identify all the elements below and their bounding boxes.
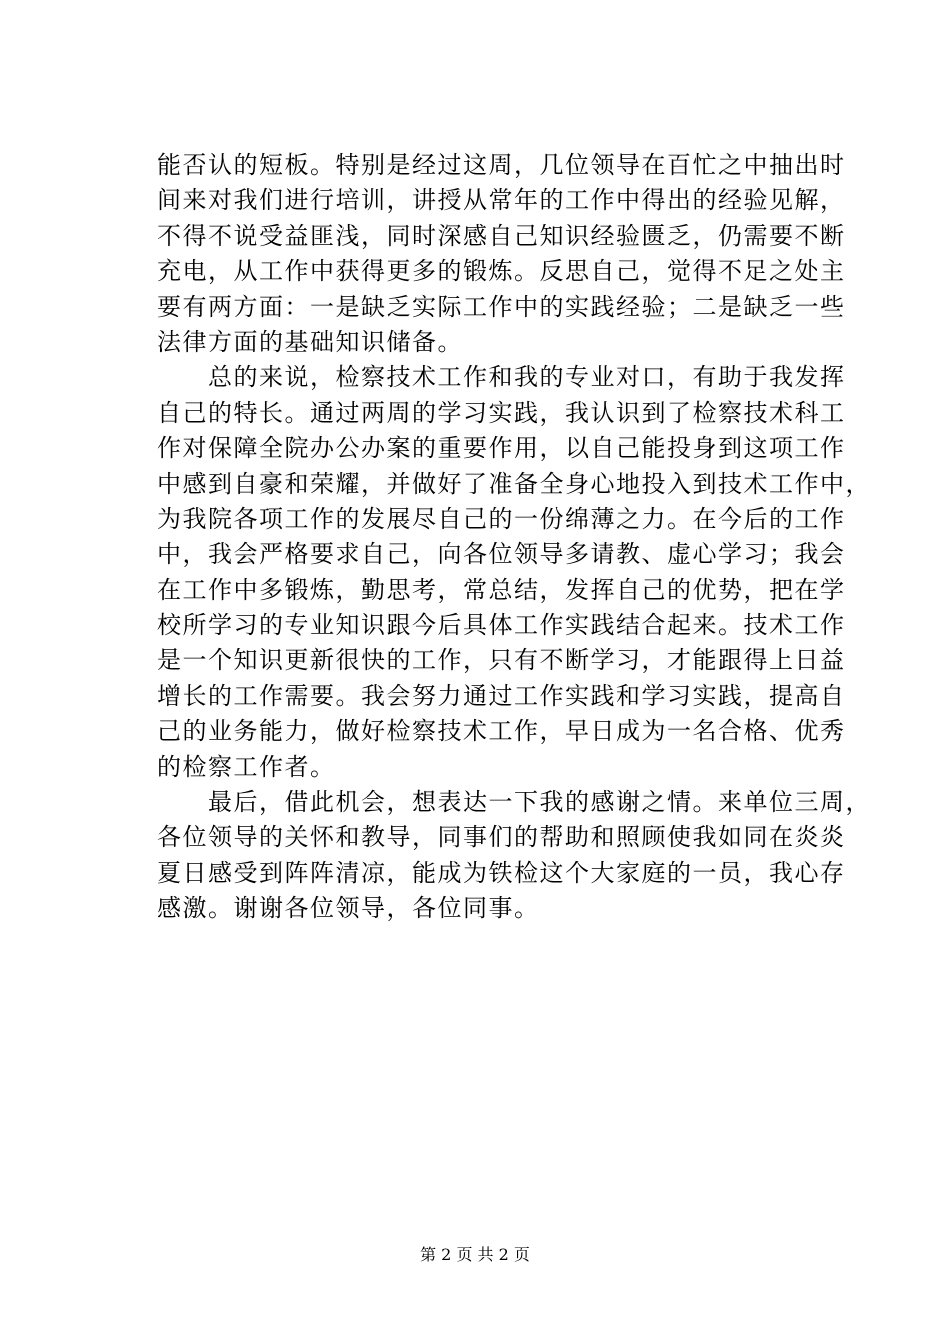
text-line: 为我院各项工作的发展尽自己的一份绵薄之力。在今后的工作 xyxy=(157,504,846,533)
text-line: 中，我会严格要求自己，向各位领导多请教、虚心学习；我会 xyxy=(157,540,846,569)
page-number-footer: 第 2 页 共 2 页 xyxy=(420,1245,530,1264)
text-line: 的检察工作者。 xyxy=(157,752,336,781)
text-line: 充电，从工作中获得更多的锻炼。反思自己，觉得不足之处主 xyxy=(157,257,846,286)
text-line: 间来对我们进行培训，讲授从常年的工作中得出的经验见解， xyxy=(157,186,846,215)
text-line: 作对保障全院办公办案的重要作用，以自己能投身到这项工作 xyxy=(157,434,846,463)
text-line: 不得不说受益匪浅，同时深感自己知识经验匮乏，仍需要不断 xyxy=(157,221,846,250)
text-line: 是一个知识更新很快的工作，只有不断学习，才能跟得上日益 xyxy=(157,646,846,675)
text-line: 增长的工作需要。我会努力通过工作实践和学习实践，提高自 xyxy=(157,681,846,710)
text-line: 各位领导的关怀和教导，同事们的帮助和照顾使我如同在炎炎 xyxy=(157,823,846,852)
text-line: 总的来说，检察技术工作和我的专业对口，有助于我发挥 xyxy=(157,363,846,392)
text-line: 最后，借此机会，想表达一下我的感谢之情。来单位三周， xyxy=(157,788,871,817)
text-line: 能否认的短板。特别是经过这周，几位领导在百忙之中抽出时 xyxy=(157,151,846,179)
text-line: 在工作中多锻炼，勤思考，常总结，发挥自己的优势，把在学 xyxy=(157,575,846,604)
text-line: 校所学习的专业知识跟今后具体工作实践结合起来。技术工作 xyxy=(157,611,846,640)
document-body xyxy=(157,148,871,927)
text-line: 感激。谢谢各位领导，各位同事。 xyxy=(157,894,540,923)
text-line: 己的业务能力，做好检察技术工作，早日成为一名合格、优秀 xyxy=(157,717,846,746)
text-line: 中感到自豪和荣耀，并做好了准备全身心地投入到技术工作中， xyxy=(157,469,871,498)
text-line: 要有两方面：一是缺乏实际工作中的实践经验；二是缺乏一些 xyxy=(157,292,846,321)
text-line: 法律方面的基础知识储备。 xyxy=(157,327,463,356)
text-line: 自己的特长。通过两周的学习实践，我认识到了检察技术科工 xyxy=(157,398,846,427)
text-line: 夏日感受到阵阵清凉，能成为铁检这个大家庭的一员，我心存 xyxy=(157,858,846,887)
